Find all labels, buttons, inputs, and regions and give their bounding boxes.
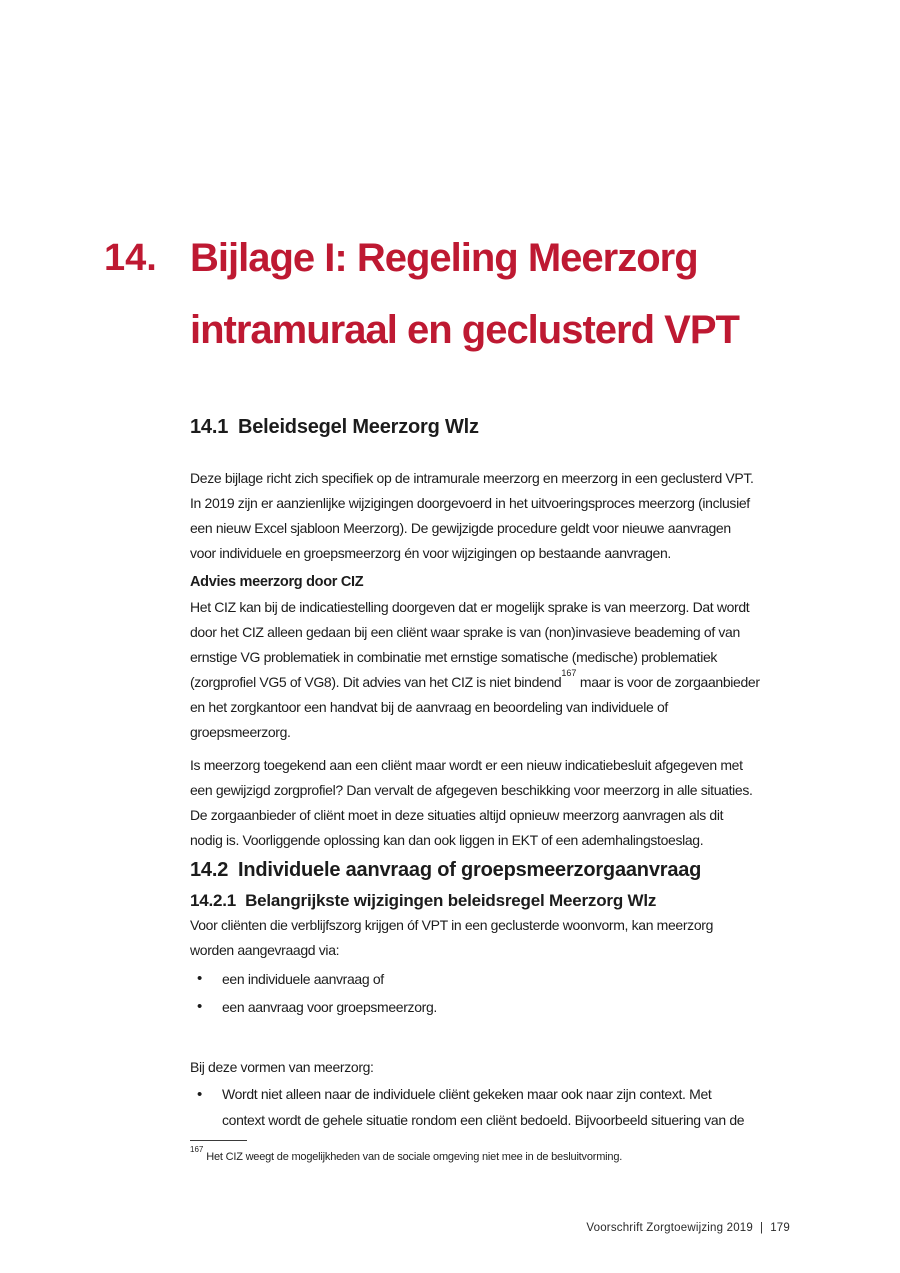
list-item — [190, 993, 802, 1021]
paragraph-line: worden aangevraagd via: — [190, 942, 340, 958]
page-footer — [586, 1222, 790, 1234]
footer-separator: | — [760, 1222, 764, 1234]
list-item-text: een individuele aanvraag of — [222, 971, 384, 987]
paragraph-line: ernstige VG problematiek in combinatie met ernstige somatische (medische) problematiek — [190, 649, 718, 665]
paragraph — [190, 595, 802, 745]
page-content — [104, 0, 802, 1133]
paragraph-line: Voor cliënten die verblijfszorg krijgen óf VPT in een geclusterde woonvorm, kan meerzorg — [190, 917, 714, 933]
section-heading-14-1 — [190, 412, 802, 442]
footnote-body: Het CIZ weegt de mogelijkheden van de sociale omgeving niet mee in de besluitvorming. — [203, 1151, 623, 1163]
paragraph — [190, 466, 802, 566]
footer-page-number: 179 — [770, 1222, 790, 1234]
paragraph-line: groepsmeerzorg. — [190, 724, 291, 740]
paragraph-line-with-ref — [190, 670, 802, 695]
subsection-heading-14-2-1 — [190, 889, 802, 913]
paragraph-line: een nieuw Excel sjabloon Meerzorg). De gewijzigde procedure geldt voor nieuwe aanvragen — [190, 520, 731, 536]
bullet-list — [190, 1082, 802, 1133]
paragraph-line: voor individuele en groepsmeerzorg én voor wijzigingen op bestaande aanvragen. — [190, 545, 671, 561]
list-item-line: Wordt niet alleen naar de individuele cliënt gekeken maar ook naar zijn context. Met — [222, 1086, 712, 1102]
chapter-heading — [104, 222, 802, 366]
subsection-number: 14.2.1 — [190, 891, 237, 910]
footnote-ref-marker: 167 — [561, 668, 577, 679]
paragraph-line: Is meerzorg toegekend aan een cliënt maar wordt er een nieuw indicatiebesluit afgegeven met — [190, 757, 743, 773]
bullet-icon — [197, 993, 202, 1021]
paragraph-line: Bij deze vormen van meerzorg: — [190, 1059, 374, 1075]
footnote-area — [190, 1140, 802, 1165]
paragraph-line: een gewijzigd zorgprofiel? Dan vervalt de afgegeven beschikking voor meerzorg in alle situaties. — [190, 782, 753, 798]
bullet-icon — [197, 965, 202, 993]
footnote-rule — [190, 1140, 247, 1141]
list-item — [190, 1082, 802, 1133]
footnote-text — [190, 1145, 802, 1165]
bullet-list — [190, 965, 802, 1021]
paragraph-line: door het CIZ alleen gedaan bij een cliënt waar sprake is van (non)invasieve beademing of van — [190, 624, 740, 640]
paragraph-line: Deze bijlage richt zich specifiek op de intramurale meerzorg en meerzorg in een geclusterd VPT. — [190, 470, 754, 486]
chapter-title-line-2: intramuraal en geclusterd VPT — [190, 308, 739, 352]
paragraph — [190, 913, 802, 963]
paragraph-line: Het CIZ kan bij de indicatiestelling doorgeven dat er mogelijk sprake is van meerzorg. Dat wordt — [190, 599, 750, 615]
bullet-icon — [197, 1082, 202, 1108]
bold-subheading: Advies meerzorg door CIZ — [190, 574, 364, 590]
section-number: 14.1 — [190, 416, 229, 438]
section-number: 14.2 — [190, 859, 229, 881]
footer-doc-title: Voorschrift Zorgtoewijzing 2019 — [586, 1222, 754, 1234]
chapter-title-line-1: Bijlage I: Regeling Meerzorg — [190, 236, 698, 280]
list-item-line: context wordt de gehele situatie rondom een cliënt bedoeld. Bijvoorbeeld situering van de — [222, 1111, 745, 1128]
paragraph-line: nodig is. Voorliggende oplossing kan dan ook liggen in EKT of een ademhalingstoeslag. — [190, 832, 704, 848]
section-heading-14-2 — [190, 855, 802, 885]
paragraph-line: In 2019 zijn er aanzienlijke wijzigingen doorgevoerd in het uitvoeringsproces meerzorg (inclusief — [190, 495, 750, 511]
paragraph-line: De zorgaanbieder of cliënt moet in deze situaties altijd opnieuw meerzorg aanvragen als dit — [190, 807, 724, 823]
list-item — [190, 965, 802, 993]
chapter-number: 14. — [104, 237, 157, 279]
subsection-title: Belangrijkste wijzigingen beleidsregel Meerzorg Wlz — [245, 891, 657, 910]
paragraph — [190, 753, 802, 853]
section-title: Beleidsegel Meerzorg Wlz — [238, 416, 479, 438]
paragraph-line: en het zorgkantoor een handvat bij de aanvraag en beoordeling van individuele of — [190, 699, 668, 715]
section-title: Individuele aanvraag of groepsmeerzorgaanvraag — [238, 859, 702, 881]
footnote-ref-marker: 167 — [190, 1145, 204, 1155]
text-after-ref: maar is voor de zorgaanbieder — [576, 674, 760, 690]
list-item-text: een aanvraag voor groepsmeerzorg. — [222, 999, 437, 1015]
text-before-ref: (zorgprofiel VG5 of VG8). Dit advies van het CIZ is niet bindend — [190, 674, 562, 690]
